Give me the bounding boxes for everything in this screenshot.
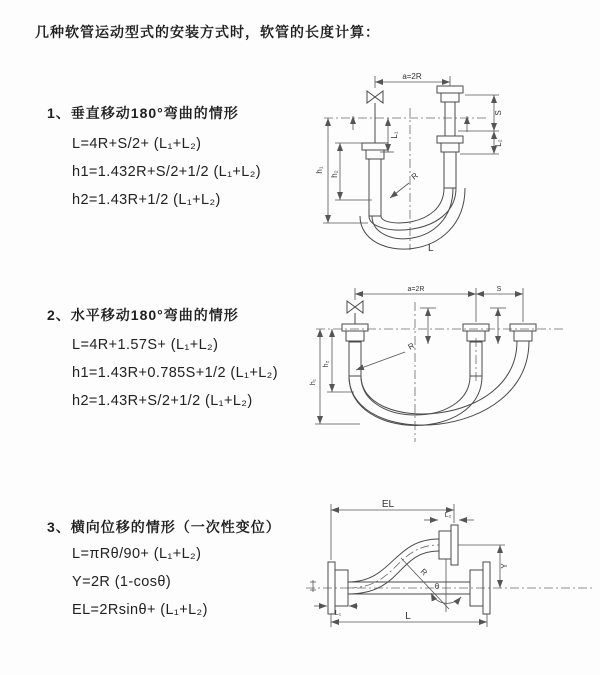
dim-label-r: R — [406, 341, 417, 352]
dim-label-y: Y — [500, 563, 509, 569]
left-riser-flange — [342, 324, 368, 376]
dim-label-a2r: a=2R — [407, 286, 425, 293]
hose-u-bends — [349, 341, 529, 426]
right-riser-flange — [510, 324, 536, 341]
section-1-heading: 1、垂直移动180°弯曲的情形 — [47, 105, 239, 121]
dim-label-h1: h₁ — [310, 378, 317, 386]
dim-label-el: EL — [381, 499, 395, 510]
diagram-horizontal-180-bend — [308, 282, 600, 457]
section-3-formula-L: L=πRθ/90+ (L₁+L₂) — [72, 546, 202, 562]
dim-label-s: S — [496, 286, 502, 293]
dim-label-l: L — [428, 243, 434, 254]
section-1-formula-h1: h1=1.432R+S/2+1/2 (L₁+L₂) — [72, 164, 262, 180]
centerlines — [316, 302, 566, 442]
dim-label-h2: h₂ — [330, 170, 339, 178]
dimensions — [315, 72, 503, 254]
section-1-formula-h2: h2=1.43R+1/2 (L₁+L₂) — [72, 192, 221, 208]
section-2-formula-h1: h1=1.43R+0.785S+1/2 (L₁+L₂) — [72, 365, 278, 381]
dim-label-l2: L₂ — [444, 512, 452, 519]
section-3-heading: 3、横向位移的情形（一次性变位） — [47, 519, 281, 535]
dim-label-l: L — [405, 611, 411, 622]
dim-label-l2: L₂ — [494, 139, 503, 147]
section-3-formula-EL: EL=2Rsinθ+ (L₁+L₂) — [72, 602, 208, 618]
section-2-heading: 2、水平移动180°弯曲的情形 — [47, 307, 239, 323]
dim-label-h2: h₂ — [323, 360, 330, 368]
section-2-formula-L: L=4R+1.57S+ (L₁+L₂) — [72, 337, 219, 353]
valve-icon — [347, 301, 363, 324]
dim-label-r: R — [409, 170, 420, 182]
section-1-formula-L: L=4R+S/2+ (L₁+L₂) — [72, 136, 202, 152]
left-riser-flange — [362, 143, 388, 216]
dim-label-s: S — [494, 110, 503, 116]
dimensions — [310, 499, 509, 627]
centerline-mark-icon — [310, 580, 316, 592]
dim-label-l1: L₁ — [390, 131, 399, 139]
page-title: 几种软管运动型式的安装方式时，软管的长度计算： — [35, 24, 380, 40]
diagram-lateral-displacement — [298, 498, 600, 656]
geometry-construction — [401, 558, 461, 612]
dimensions — [310, 286, 523, 424]
dim-label-a2r: a=2R — [402, 72, 422, 81]
upper-flange — [439, 525, 458, 565]
dim-label-theta: θ — [434, 582, 440, 591]
dim-label-r: R — [418, 566, 430, 578]
valve-icon — [367, 91, 383, 143]
hose-u-bend — [360, 188, 465, 249]
section-3-formula-Y: Y=2R (1-cosθ) — [72, 574, 172, 590]
dim-label-h1: h₁ — [315, 166, 324, 174]
dim-label-l1: L₁ — [334, 610, 342, 617]
diagram-vertical-180-bend — [310, 66, 600, 256]
right-riser-flanges — [437, 86, 463, 188]
centerlines — [324, 108, 488, 250]
section-2-formula-h2: h2=1.43R+S/2+1/2 (L₁+L₂) — [72, 393, 253, 409]
